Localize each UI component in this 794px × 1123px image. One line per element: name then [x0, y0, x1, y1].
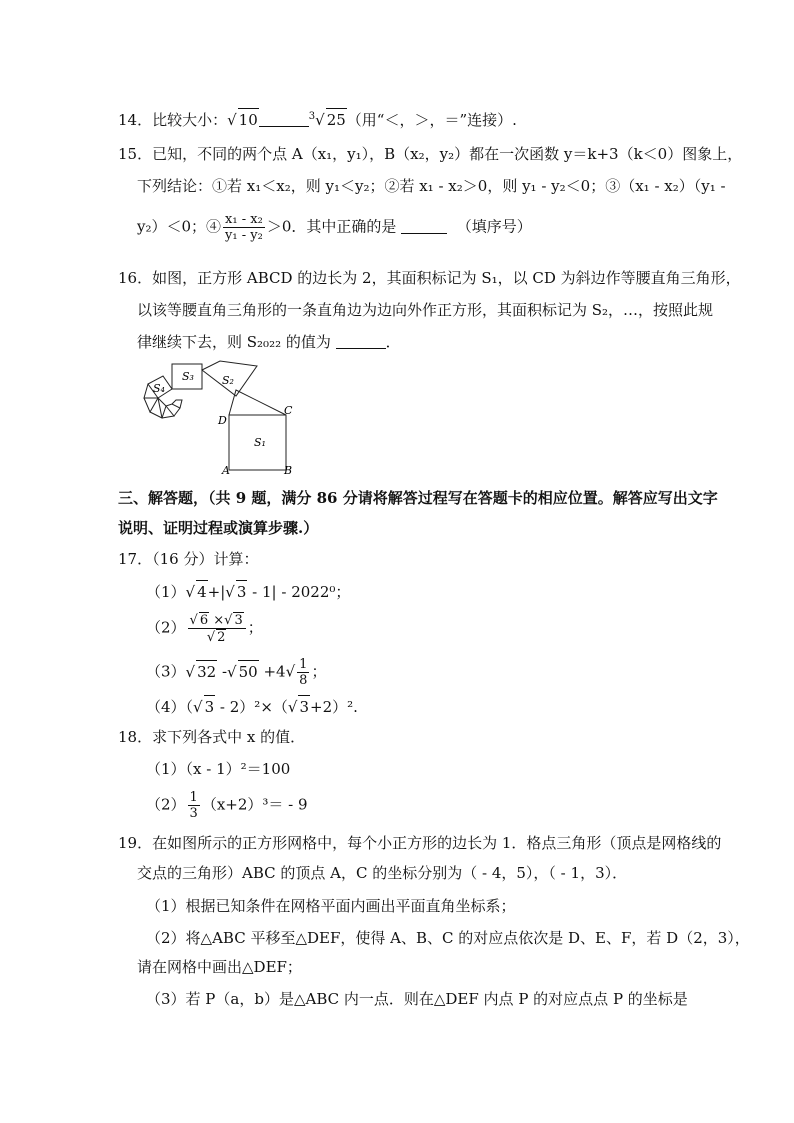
question-text: ． — [385, 333, 401, 351]
cbrt-expression: √ 25 — [315, 108, 347, 131]
question-text: 在如图所示的正方形网格中，每个小正方形的边长为 1．格点三角形（顶点是网格线的 — [152, 834, 722, 852]
label-s2: S₂ — [222, 374, 234, 387]
question-16-line-1 — [118, 267, 741, 289]
label-s4: S₄ — [153, 382, 165, 395]
label-s1: S₁ — [254, 436, 266, 449]
question-text: 求下列各式中 x 的值． — [152, 728, 306, 746]
section-heading-line-1: 三、解答题，（共 9 题，满分 86 分请将解答过程写在答题卡的相应位置。解答应写出文字 — [118, 489, 718, 507]
label-b: B — [284, 464, 293, 476]
question-number: 17． — [118, 550, 153, 568]
q19-part-2: （2）将△ABC 平移至△DEF，使得 A、B、C 的对应点依次是 D、E、F，若 D（2，3）， — [146, 929, 750, 947]
spiral-squares-figure — [136, 356, 306, 476]
question-text: 交点的三角形）ABC 的顶点 A，C 的坐标分别为（ - 4，5），（ - 1，3）． — [137, 864, 628, 882]
question-15-line-1 — [118, 143, 742, 165]
question-19-line-2 — [137, 862, 627, 884]
label-d: D — [218, 414, 227, 427]
question-number: 15． — [118, 145, 153, 163]
sqrt-expression: √ 10 — [227, 108, 259, 131]
question-text: 以该等腰直角三角形的一条直角边为边向外作正方形，其面积标记为 S₂，…，按照此规 — [137, 301, 714, 319]
root-index: 3 — [308, 111, 316, 122]
q17-part-3: （3）√ 32 -√ 50 +4√ $\frac{1}{8}$ ； — [146, 657, 327, 688]
question-18 — [118, 726, 305, 748]
question-19-line-1 — [118, 832, 721, 854]
section-heading-line-2: 说明、证明过程或演算步骤.） — [118, 519, 319, 537]
q17-part-1: （1）√ 4+|√ 3 - 1| - 2022⁰； — [146, 580, 350, 603]
answer-blank — [259, 112, 309, 127]
question-text: 已知，不同的两个点 A（x₁，y₁），B（x₂，y₂）都在一次函数 y＝k+3（k＜0）图象上， — [152, 145, 743, 163]
q17-part-4: （4）（√ 3 - 2）²×（√ 3+2）². — [146, 695, 358, 718]
question-15-line-3 — [137, 212, 532, 243]
question-text: （用“＜，＞，＝”连接）. — [346, 111, 517, 129]
question-16-line-3 — [137, 331, 401, 353]
question-text: 下列结论：①若 x₁＜x₂，则 y₁＜y₂；②若 x₁ - x₂＞0，则 y₁ - y₂＜0；③（x₁ - x₂）（y₁ - — [137, 177, 726, 195]
question-text: 如图，正方形 ABCD 的边长为 2，其面积标记为 S₁，以 CD 为斜边作等腰直角三角形， — [152, 269, 741, 287]
fraction: $\frac{1}{3}$ — [189, 790, 198, 821]
question-text: （16 分）计算： — [152, 550, 259, 568]
sqrt-fraction: √ $\frac{1}{8}$ — [285, 657, 308, 688]
fraction: $\frac{√ 6 \times√ 3}{√ 2}$ — [188, 612, 246, 645]
question-number: 16． — [118, 269, 153, 287]
question-text: ＞0．其中正确的是 — [266, 217, 397, 236]
q19-part-1: （1）根据已知条件在网格平面内画出平面直角坐标系； — [146, 897, 516, 915]
question-text: 律继续下去，则 S₂₀₂₂ 的值为 — [137, 333, 331, 351]
q18-part-2: （2） $\frac{1}{3}$ （x+2）³＝ - 9 — [146, 790, 308, 821]
question-15-line-2 — [137, 175, 726, 197]
label-s3: S₃ — [182, 370, 194, 383]
question-number: 19． — [118, 834, 153, 852]
answer-blank — [336, 334, 386, 349]
label-a: A — [222, 464, 230, 476]
q17-part-2: （2） $\frac{√ 6 \times√ 3}{√ 2}$ ； — [146, 613, 263, 645]
sqrt-expression: √ 4 — [186, 580, 208, 603]
question-text: （填序号） — [456, 217, 532, 236]
question-text: y₂）＜0；④ — [137, 217, 222, 236]
question-number: 14． — [118, 111, 153, 129]
answer-blank — [401, 219, 447, 234]
q19-part-2-cont: 请在网格中画出△DEF； — [137, 958, 302, 976]
q19-part-3: （3）若 P（a，b）是△ABC 内一点．则在△DEF 内点 P 的对应点点 P 的坐标是 — [146, 990, 688, 1008]
sqrt-expression: √ 3 — [225, 580, 247, 603]
fraction: $\frac{\text{x₁ - x₂}}{\text{y₁ - y₂}}$ — [225, 212, 263, 243]
sqrt-expression: √ 32 — [186, 660, 218, 683]
q18-part-1: （1）（x - 1）²＝100 — [146, 760, 291, 778]
question-number: 18． — [118, 728, 153, 746]
spiral-piece — [144, 398, 158, 412]
question-16-line-2 — [137, 299, 713, 321]
sqrt-expression: √ 3 — [193, 695, 215, 718]
sqrt-expression: √ 3 — [288, 695, 310, 718]
question-text: 比较大小： — [152, 111, 228, 129]
label-c: C — [284, 404, 293, 417]
question-14 — [118, 106, 517, 131]
question-17 — [118, 548, 258, 570]
sqrt-expression: √ 50 — [227, 660, 259, 683]
